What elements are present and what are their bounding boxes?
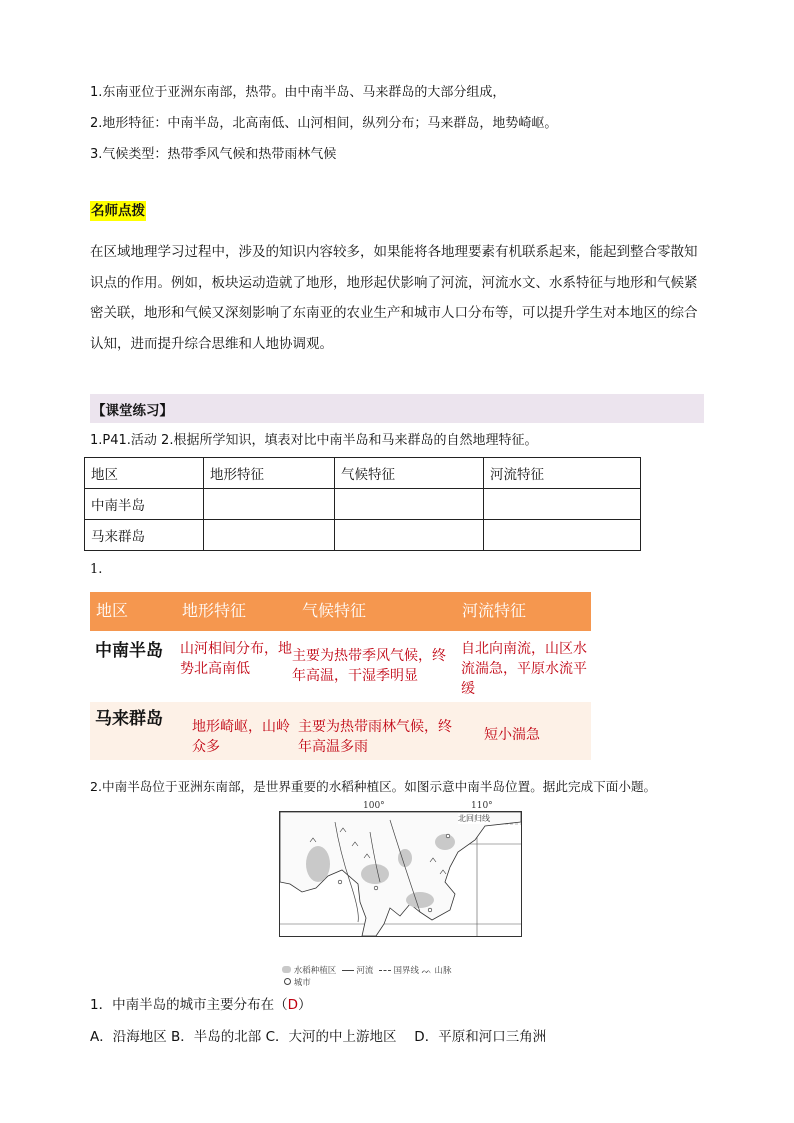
answer-terrain: 地形崎岖，山岭众多 [192,719,290,755]
sub-question-answer: D [287,997,298,1013]
question-2: 2.中南半岛位于亚洲东南部，是世界重要的水稻种植区。如图示意中南半岛位置。据此完成下面小题。 [90,779,657,794]
answer-climate: 主要为热带雨林气候，终年高温多雨 [298,719,452,755]
practice-heading: 【课堂练习】 [92,403,173,419]
answer-terrain: 山河相间分布，地势北高南低 [180,641,292,677]
legend-label: 河流 [356,966,374,976]
table-blank-cell[interactable] [204,489,335,520]
city-icon [284,978,291,985]
rice-area-swatch [282,966,291,973]
map-longitude-label: 100° [363,801,385,811]
legend-label: 山脉 [434,966,452,976]
tip-paragraph: 在区域地理学习过程中，涉及的知识内容较多，如果能将各地理要素有机联系起来，能起到整合零散知识点的作用。例如，板块运动造就了地形，地形起伏影响了河流，河流水文、水系特征与地形和气候紧密关联，地形和气候又深刻影响了东南亚的农业生产和城市人口分布等，可以提升学生对本地区的综合认知，进而提升综合思维和人地协调观。 [90,244,698,352]
note-line-1: 1.东南亚位于亚洲东南部，热带。由中南半岛、马来群岛的大部分组成， [90,85,506,100]
table-header: 地区 [85,458,204,489]
map-legend [282,964,452,976]
border-line-swatch [379,970,391,971]
answer-region: 中南半岛 [95,641,163,661]
table-row-label: 中南半岛 [85,489,204,520]
table-blank-cell[interactable] [484,520,641,551]
sub-question-text: 1．中南半岛的城市主要分布在（ [90,997,288,1013]
question-1: 1.P41.活动 2.根据所学知识，填表对比中南半岛和马来群岛的自然地理特征。 [90,433,538,448]
answer-river: 短小湍急 [484,727,540,743]
answer-river: 自北向南流，山区水流湍急，平原水流平缓 [461,641,587,697]
table-header: 地形特征 [204,458,335,489]
table-row-label: 马来群岛 [85,520,204,551]
mountain-icon: ᨓ [421,966,432,976]
table-blank-cell[interactable] [204,520,335,551]
sub-question-1 [90,996,312,1014]
legend-label: 水稻种植区 [293,966,337,976]
map-longitude-label: 110° [471,801,493,811]
answer-header: 河流特征 [462,601,527,620]
map-legend-city [284,976,311,988]
answer-header: 地区 [96,601,129,620]
answer-table [90,592,591,760]
sub-question-close: ） [298,997,312,1013]
river-line-swatch [342,970,354,971]
table-blank-cell[interactable] [335,520,484,551]
tip-tag: 名师点拨 [91,203,145,219]
indochina-map [279,811,522,937]
table-header: 气候特征 [335,458,484,489]
answer-header: 地形特征 [182,601,247,620]
table-blank-cell[interactable] [335,489,484,520]
note-line-3: 3.气候类型：热带季风气候和热带雨林气候 [90,147,337,162]
answer-region: 马来群岛 [95,709,163,729]
answer-label: 1. [90,562,103,577]
sub-question-options: A．沿海地区 B．半岛的北部 C．大河的中上游地区 D．平原和河口三角洲 [90,1029,547,1045]
answer-header: 气候特征 [302,601,367,620]
table-blank-cell[interactable] [484,489,641,520]
table-header: 河流特征 [484,458,641,489]
answer-climate: 主要为热带季风气候，终年高温，干湿季明显 [292,648,446,684]
legend-label: 国界线 [393,966,419,976]
map-drawing [280,812,521,936]
practice-heading-band [90,394,704,423]
map-tropic-label: 北回归线 [458,814,490,823]
legend-label: 城市 [293,978,311,988]
answer-header-row [90,592,591,631]
blank-table [84,457,641,551]
note-line-2: 2.地形特征：中南半岛，北高南低、山河相间，纵列分布；马来群岛，地势崎岖。 [90,116,558,131]
